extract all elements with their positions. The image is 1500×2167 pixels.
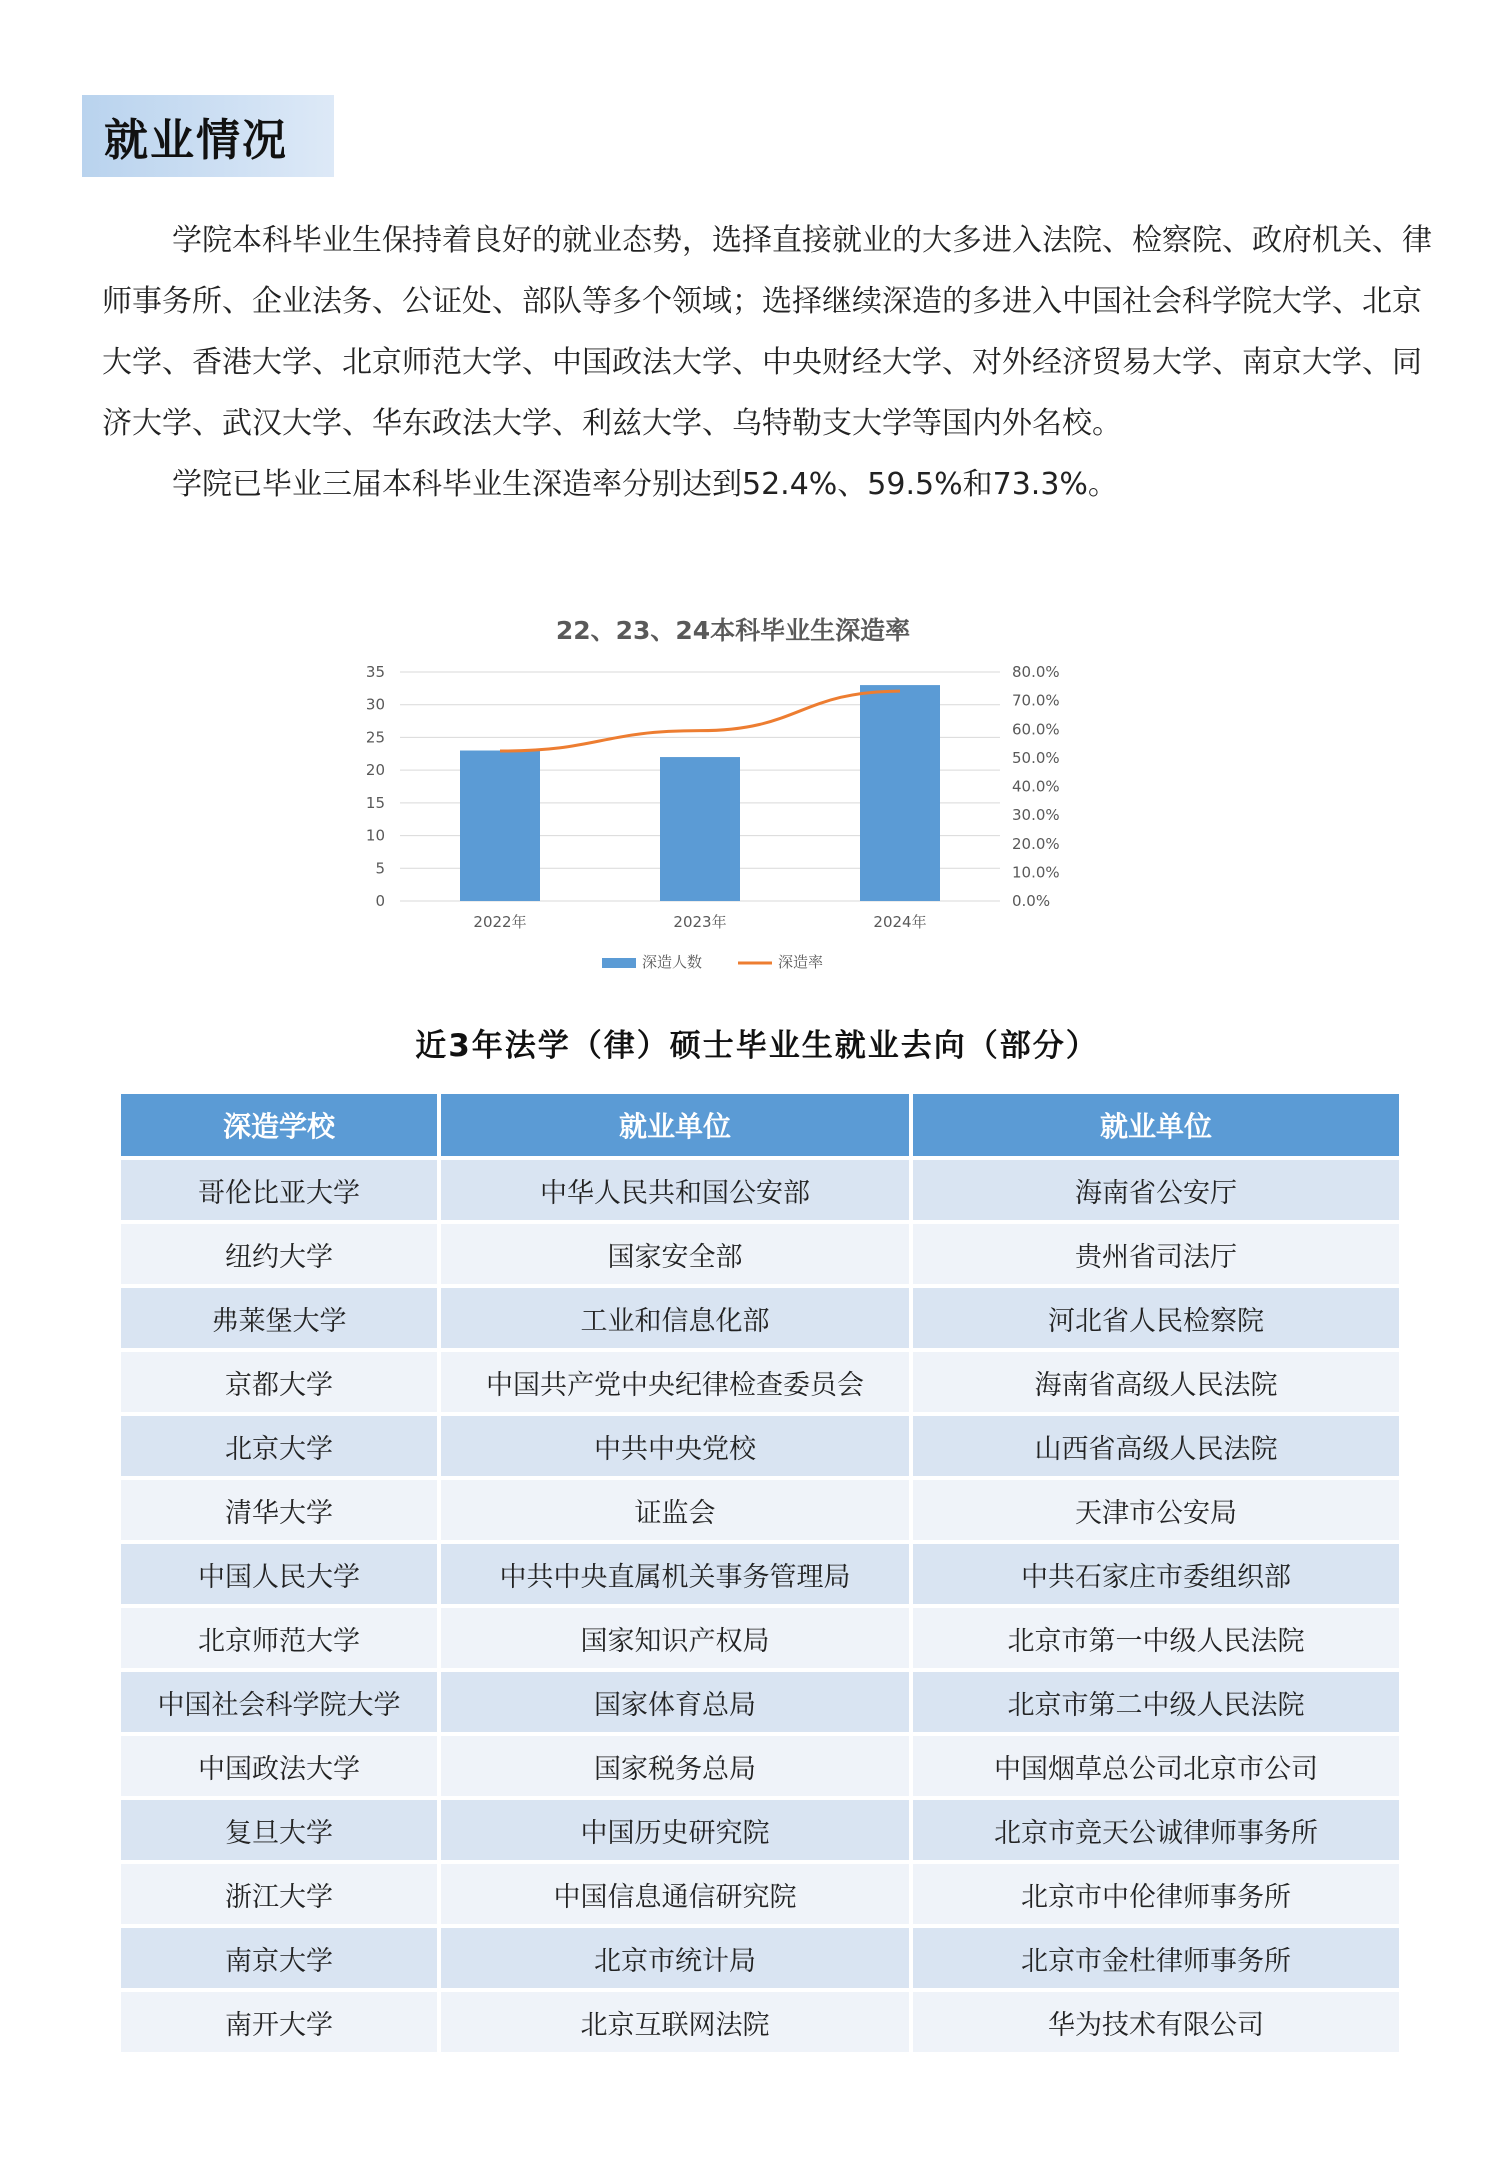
intro-text bbox=[102, 210, 1432, 515]
table-cell: 浙江大学 bbox=[121, 1864, 437, 1924]
legend-swatch-bar bbox=[602, 958, 636, 968]
table-cell: 海南省高级人民法院 bbox=[913, 1352, 1399, 1412]
section-title-text: 就业情况 bbox=[104, 115, 288, 166]
legend-label-bar: 深造人数 bbox=[642, 953, 703, 971]
table-cell: 中共中央党校 bbox=[441, 1416, 909, 1476]
table-cell: 山西省高级人民法院 bbox=[913, 1416, 1399, 1476]
table-cell: 北京市第二中级人民法院 bbox=[913, 1672, 1399, 1732]
table-cell: 河北省人民检察院 bbox=[913, 1288, 1399, 1348]
y-right-tick-label: 10.0% bbox=[1012, 863, 1060, 882]
y-right-tick-label: 70.0% bbox=[1012, 691, 1060, 710]
table-cell: 国家税务总局 bbox=[441, 1736, 909, 1796]
section-title bbox=[82, 95, 334, 177]
legend-label-line: 深造率 bbox=[778, 953, 824, 971]
header-school: 深造学校 bbox=[121, 1094, 437, 1156]
table-cell: 中国信息通信研究院 bbox=[441, 1864, 909, 1924]
y-left-tick-label: 15 bbox=[365, 793, 385, 812]
table-caption: 近3年法学（律）硕士毕业生就业去向（部分） bbox=[415, 1028, 1099, 1064]
table-cell: 北京市第一中级人民法院 bbox=[913, 1608, 1399, 1668]
y-right-tick-label: 30.0% bbox=[1012, 806, 1060, 825]
table-cell: 中华人民共和国公安部 bbox=[441, 1160, 909, 1220]
y-left-tick-label: 10 bbox=[365, 826, 385, 845]
table-row bbox=[121, 1416, 1399, 1476]
table-cell: 中国政法大学 bbox=[121, 1736, 437, 1796]
header-employer-1: 就业单位 bbox=[441, 1094, 909, 1156]
table-row bbox=[121, 1288, 1399, 1348]
chart-bars bbox=[460, 685, 940, 901]
table-cell: 北京大学 bbox=[121, 1416, 437, 1476]
table-row bbox=[121, 1160, 1399, 1220]
table-cell: 中国历史研究院 bbox=[441, 1800, 909, 1860]
table-cell: 南开大学 bbox=[121, 1992, 437, 2052]
table-cell: 北京市统计局 bbox=[441, 1928, 909, 1988]
chart-line bbox=[500, 691, 900, 751]
y-left-tick-label: 25 bbox=[365, 728, 385, 747]
intro-paragraph-2: 学院已毕业三届本科毕业生深造率分别达到52.4%、59.5%和73.3%。 bbox=[172, 467, 1118, 502]
table-cell: 北京市金杜律师事务所 bbox=[913, 1928, 1399, 1988]
table-cell: 国家体育总局 bbox=[441, 1672, 909, 1732]
table-cell: 中国共产党中央纪律检查委员会 bbox=[441, 1352, 909, 1412]
table-cell: 北京市竞天公诚律师事务所 bbox=[913, 1800, 1399, 1860]
table-cell: 海南省公安厅 bbox=[913, 1160, 1399, 1220]
table-cell: 中共石家庄市委组织部 bbox=[913, 1544, 1399, 1604]
bar bbox=[860, 685, 940, 901]
table-cell: 纽约大学 bbox=[121, 1224, 437, 1284]
table-cell: 北京市中伦律师事务所 bbox=[913, 1864, 1399, 1924]
table-cell: 贵州省司法厅 bbox=[913, 1224, 1399, 1284]
table-cell: 哥伦比亚大学 bbox=[121, 1160, 437, 1220]
table-row bbox=[121, 1864, 1399, 1924]
table-row bbox=[121, 1992, 1399, 2052]
table-cell: 南京大学 bbox=[121, 1928, 437, 1988]
table-row bbox=[121, 1480, 1399, 1540]
table-cell: 中国人民大学 bbox=[121, 1544, 437, 1604]
table-cell: 国家安全部 bbox=[441, 1224, 909, 1284]
y-left-tick-label: 5 bbox=[375, 859, 385, 878]
intro-paragraph-1: 学院本科毕业生保持着良好的就业态势，选择直接就业的大多进入法院、检察院、政府机关、律师事务所、企业法务、公证处、部队等多个领域；选择继续深造的多进入中国社会科学院大学、北京大学、香港大学、北京师范大学、中国政法大学、中央财经大学、对外经济贸易大学、南京大学、同济大学、武汉大学、华东政法大学、利兹大学、乌特勒支大学等国内外名校。 bbox=[102, 223, 1432, 441]
y-left-tick-label: 0 bbox=[375, 892, 385, 910]
table-cell: 北京互联网法院 bbox=[441, 1992, 909, 2052]
y-right-tick-label: 60.0% bbox=[1012, 720, 1060, 739]
table-cell: 清华大学 bbox=[121, 1480, 437, 1540]
table-cell: 京都大学 bbox=[121, 1352, 437, 1412]
bar bbox=[460, 751, 540, 901]
table-cell: 弗莱堡大学 bbox=[121, 1288, 437, 1348]
table-row bbox=[121, 1544, 1399, 1604]
table-cell: 证监会 bbox=[441, 1480, 909, 1540]
y-right-tick-label: 40.0% bbox=[1012, 777, 1060, 796]
graduate-destinations-table bbox=[117, 1090, 1403, 2056]
table-cell: 北京师范大学 bbox=[121, 1608, 437, 1668]
table-cell: 工业和信息化部 bbox=[441, 1288, 909, 1348]
table-cell: 天津市公安局 bbox=[913, 1480, 1399, 1540]
chart-legend bbox=[602, 953, 823, 971]
table-header-row bbox=[121, 1094, 1399, 1156]
table-row bbox=[121, 1352, 1399, 1412]
table-cell: 复旦大学 bbox=[121, 1800, 437, 1860]
y-left-tick-label: 30 bbox=[365, 695, 385, 714]
chart-title: 22、23、24本科毕业生深造率 bbox=[555, 616, 911, 645]
table-cell: 中国社会科学院大学 bbox=[121, 1672, 437, 1732]
y-right-tick-label: 0.0% bbox=[1012, 892, 1051, 910]
y-right-tick-label: 20.0% bbox=[1012, 834, 1060, 853]
x-tick-label: 2024年 bbox=[873, 913, 927, 931]
bar bbox=[660, 757, 740, 901]
table-row bbox=[121, 1928, 1399, 1988]
table-cell: 中共中央直属机关事务管理局 bbox=[441, 1544, 909, 1604]
x-tick-label: 2022年 bbox=[473, 913, 527, 931]
header-employer-2: 就业单位 bbox=[913, 1094, 1399, 1156]
table-cell: 国家知识产权局 bbox=[441, 1608, 909, 1668]
x-tick-label: 2023年 bbox=[673, 913, 727, 931]
table-cell: 华为技术有限公司 bbox=[913, 1992, 1399, 2052]
table-cell: 中国烟草总公司北京市公司 bbox=[913, 1736, 1399, 1796]
table-row bbox=[121, 1736, 1399, 1796]
table-row bbox=[121, 1800, 1399, 1860]
table-row bbox=[121, 1224, 1399, 1284]
y-right-tick-label: 50.0% bbox=[1012, 748, 1060, 767]
y-left-tick-label: 20 bbox=[365, 761, 385, 780]
further-study-chart bbox=[340, 600, 1120, 990]
rate-line bbox=[500, 691, 900, 751]
table-row bbox=[121, 1672, 1399, 1732]
y-right-tick-label: 80.0% bbox=[1012, 663, 1060, 681]
y-left-tick-label: 35 bbox=[365, 663, 385, 681]
table-row bbox=[121, 1608, 1399, 1668]
